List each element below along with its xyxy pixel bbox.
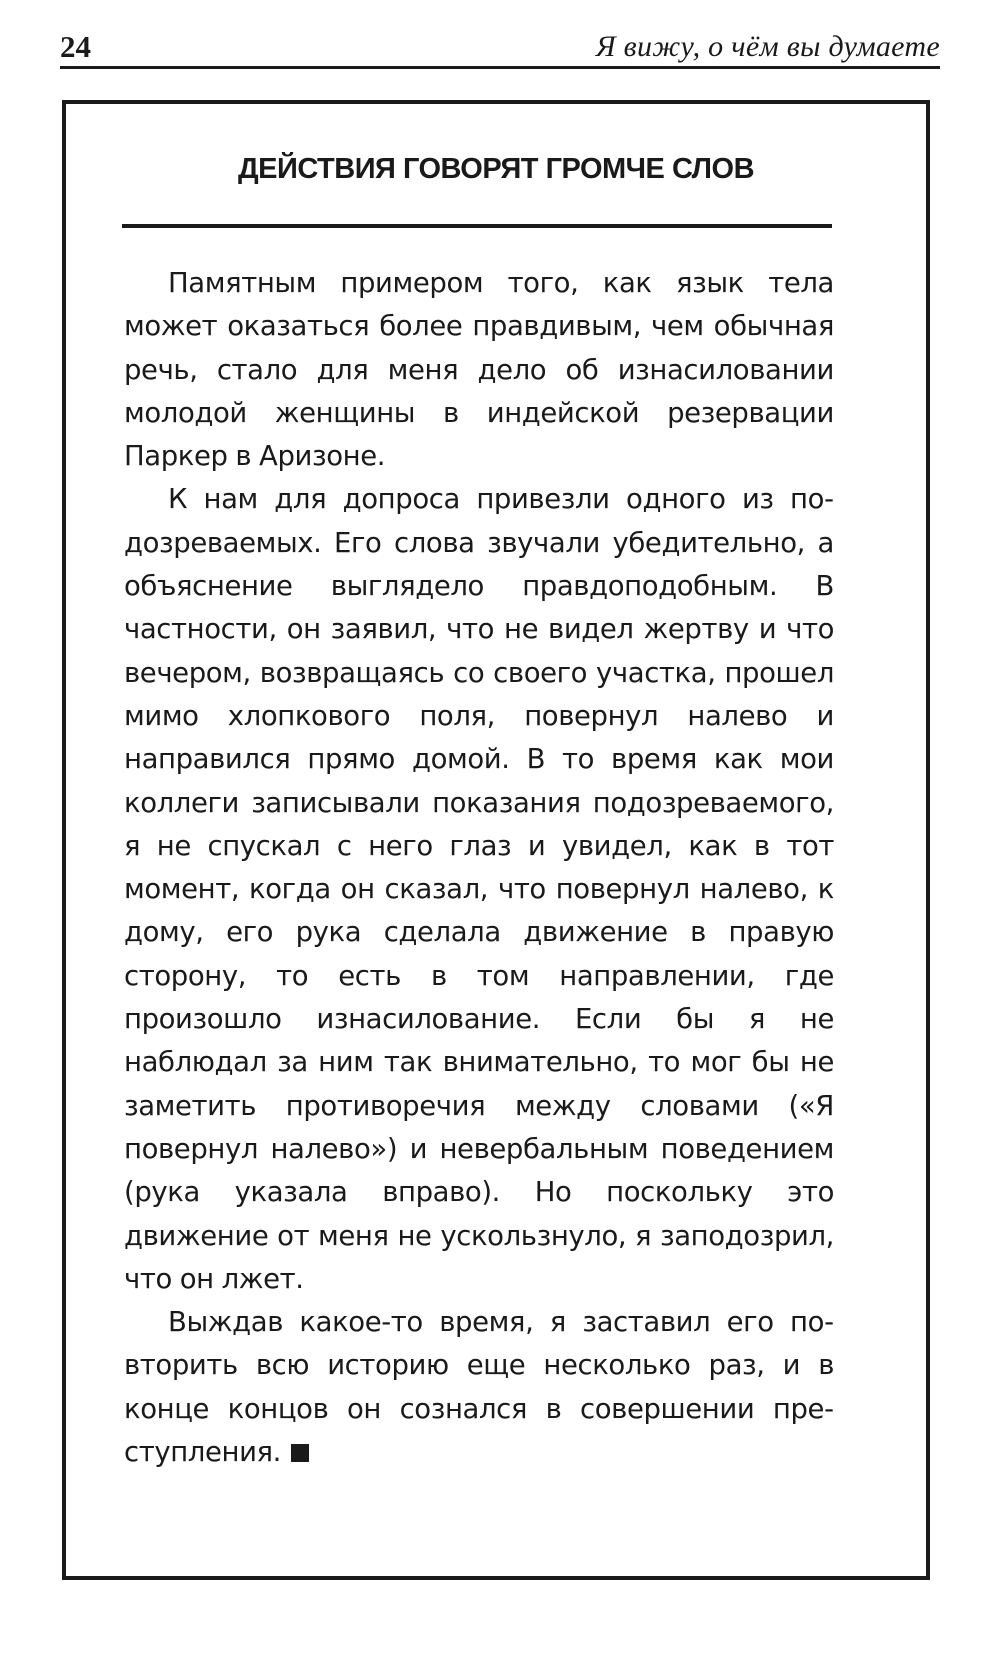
paragraph-1: Памятным примером того, как язык тела может оказаться более правдивым, чем обычная речь, стало для меня дело об изнасиловании молодой женщины в индейской резервации Паркер в Аризоне.	[124, 267, 834, 473]
box-text	[124, 262, 834, 1474]
paragraph-3-text: Выждав какое-то время, я заставил его повторить всю историю еще несколько раз, и в конце концов он сознался в совершении преступления.	[124, 1306, 834, 1469]
black-square-icon	[291, 1444, 309, 1462]
paragraph-3	[124, 1301, 834, 1474]
box-title: ДЕЙСТВИЯ ГОВОРЯТ ГРОМЧЕ СЛОВ	[237, 153, 755, 185]
running-title: Я вижу, о чём вы думаете	[595, 30, 940, 63]
paragraph-2: К нам для допроса привезли одного из подозреваемых. Его слова звучали убедительно, а объяснение выглядело правдоподобным. В частности, он заявил, что не видел жертву и что вечером, возвращаясь со своего участка, прошел мимо хлопкового поля, повернул налево и направился прямо домой. В то время как мои коллеги записывали показания подозреваемого, я не спускал с него глаз и увидел, как в тот момент, когда он сказал, что повернул налево, к дому, его рука сделала движение в правую сторону, то есть в том направлении, где произошло изнасилование. Если бы я не наблюдал за ним так внимательно, то мог бы не заметить противоречия между словами («Я повернул налево») и невербальным поведением (рука указала вправо). Но поскольку это движение от меня не ускользнуло, я заподозрил, что он лжет.	[124, 483, 834, 1295]
title-divider	[122, 224, 832, 228]
page-number: 24	[60, 29, 91, 64]
running-head	[60, 26, 940, 69]
sidebar-box	[62, 100, 930, 1580]
